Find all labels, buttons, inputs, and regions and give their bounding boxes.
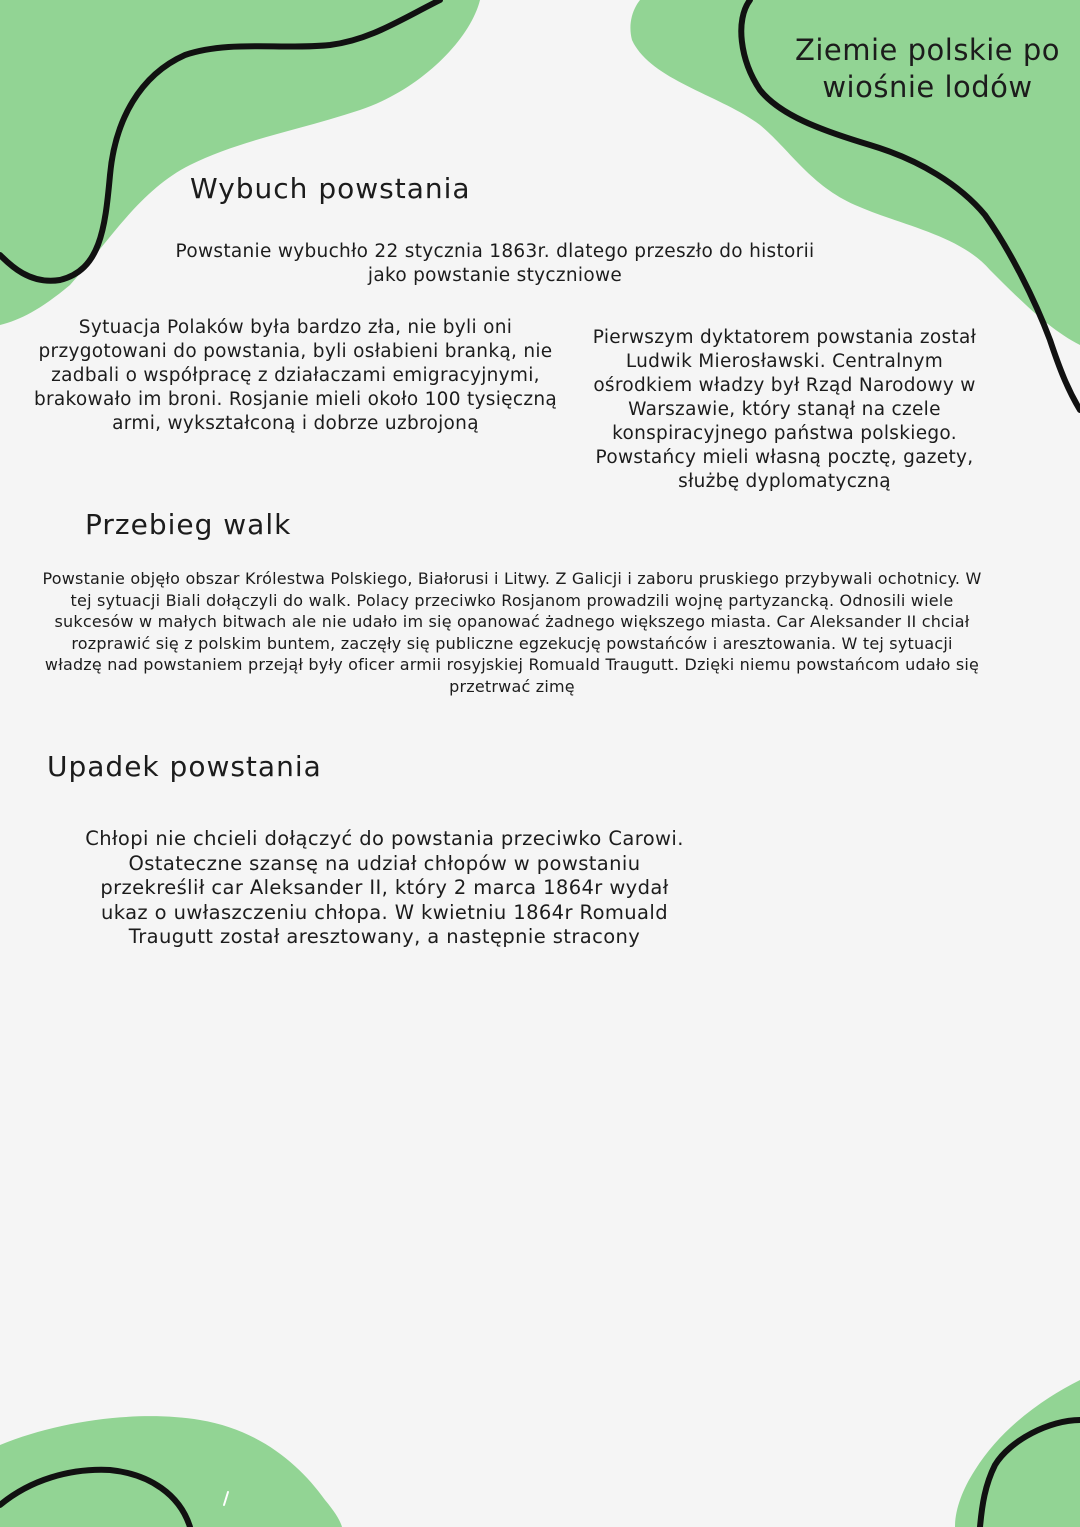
wybuch-intro: Powstanie wybuchło 22 stycznia 1863r. dlatego przeszło do historii jako powstanie styczniowe: [175, 241, 815, 286]
heading-upadek: Upadek powstania: [47, 750, 322, 783]
page-title: Ziemie polskie po wiośnie lodów: [794, 33, 1060, 104]
wybuch-left-text: Sytuacja Polaków była bardzo zła, nie byli oni przygotowani do powstania, byli osłabieni branką, nie zadbali o współpracę z działaczami emigracyjnymi, brakowało im broni. Rosjanie mieli około 100 tysięczną armi, wykształconą i dobrze uzbrojoną: [33, 317, 558, 434]
heading-przebieg: Przebieg walk: [85, 508, 292, 541]
heading-wybuch: Wybuch powstania: [190, 172, 471, 205]
wybuch-right-text: Pierwszym dyktatorem powstania został Ludwik Mierosławski. Centralnym ośrodkiem władzy był Rząd Narodowy w Warszawie, który stanął na czele konspiracyjnego państwa polskiego. Powstańcy mieli własną pocztę, gazety, służbę dyplomatyczną: [592, 327, 977, 492]
bottom-left-blob: [0, 1416, 342, 1527]
przebieg-text: Powstanie objęło obszar Królestwa Polskiego, Białorusi i Litwy. Z Galicji i zaboru pruskiego przybywali ochotnicy. W tej sytuacji Biali dołączyli do walk. Polacy przeciwko Rosjanom prowadzili wojnę partyzancką. Odnosili wiele sukcesów w małych bitwach ale nie udało im się opanować żadnego większego miasta. Car Aleksander II chciał rozprawić się z polskim buntem, zaczęły się publiczne egzekucję powstańców i aresztowania. W tej sytuacji władzę nad powstaniem przejął były oficer armii rosyjskiej Romuald Traugutt. Dzięki niemu powstańcom udało się przetrwać zimę: [42, 569, 982, 696]
bottom-right-blob: [955, 1380, 1080, 1527]
upadek-text: Chłopi nie chcieli dołączyć do powstania przeciwko Carowi. Ostateczne szansę na udział chłopów w powstaniu przekreślił car Aleksander II, który 2 marca 1864r wydał ukaz o uwłaszczeniu chłopa. W kwietniu 1864r Romuald Traugutt został aresztowany, a następnie stracony: [85, 827, 684, 948]
